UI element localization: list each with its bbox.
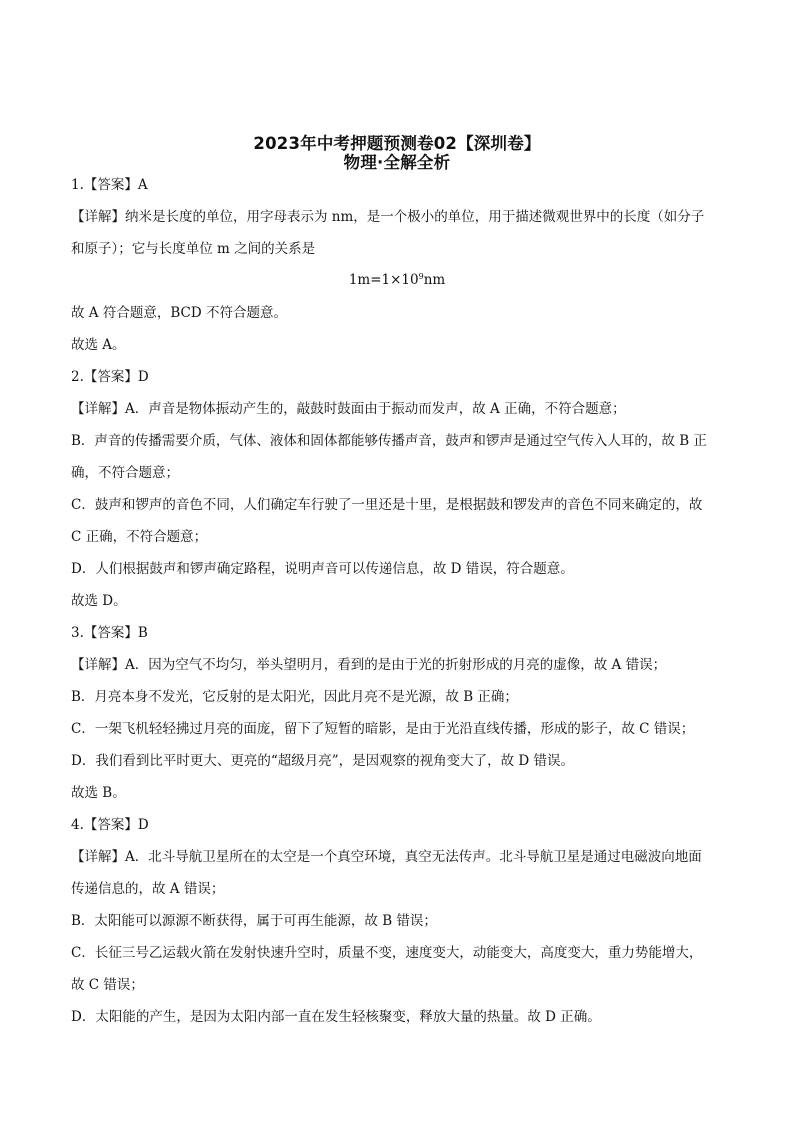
q3-answer: 3.【答案】B <box>71 625 148 641</box>
q4-answer: 4.【答案】D <box>71 817 149 833</box>
q1-detail-line-2: 和原子）；它与长度单位 m 之间的关系是 <box>71 241 316 257</box>
q1-detail-line-3: 故 A 符合题意，BCD 不符合题意。 <box>71 305 287 321</box>
q1-answer: 1.【答案】A <box>71 177 148 193</box>
q3-detail-line-4: D．我们看到比平时更大、更亮的“超级月亮”，是因观察的视角变大了，故 D 错误。 <box>71 753 575 769</box>
q2-detail-line-5: C 正确，不符合题意； <box>71 529 208 545</box>
q4-detail-line-1: 【详解】A．北斗导航卫星所在的太空是一个真空环境，真空无法传声。北斗导航卫星是通过电磁波向地面 <box>71 849 702 865</box>
q4-detail-line-6: D．太阳能的产生，是因为太阳内部一直在发生轻核聚变，释放大量的热量。故 D 正确。 <box>71 1009 601 1025</box>
q1-formula-unit: nm <box>423 272 446 288</box>
page-title: 2023年中考押题预测卷02【深圳卷】 <box>253 134 541 153</box>
q2-detail-line-3: 确，不符合题意； <box>71 465 179 481</box>
q1-conclusion: 故选 A。 <box>71 337 126 353</box>
q4-detail-line-5: 故 C 错误； <box>71 977 144 993</box>
q1-formula-base: 1m=1×10 <box>348 272 419 288</box>
q2-conclusion: 故选 D。 <box>71 593 127 609</box>
q1-detail-line-1: 【详解】纳米是长度的单位，用字母表示为 nm，是一个极小的单位，用于描述微观世界中的长度（如分子 <box>71 209 705 225</box>
q2-detail-line-6: D．人们根据鼓声和锣声确定路程，说明声音可以传递信息，故 D 错误，符合题意。 <box>71 561 574 577</box>
q3-conclusion: 故选 B。 <box>71 785 126 801</box>
q3-detail-line-2: B．月亮本身不发光，它反射的是太阳光，因此月亮不是光源，故 B 正确； <box>71 689 518 705</box>
q4-detail-line-4: C．长征三号乙运载火箭在发射快速升空时，质量不变，速度变大，动能变大，高度变大，重力势能增大， <box>71 945 703 961</box>
q1-formula-exponent: 9 <box>418 272 424 281</box>
q4-detail-line-3: B．太阳能可以源源不断获得，属于可再生能源，故 B 错误； <box>71 913 437 929</box>
q2-detail-line-2: B．声音的传播需要介质，气体、液体和固体都能够传播声音，鼓声和锣声是通过空气传入人耳的，故 B 正 <box>71 433 707 449</box>
q4-detail-line-2: 传递信息的，故 A 错误； <box>71 881 225 897</box>
page-subtitle: 物理·全解全析 <box>343 153 451 172</box>
q3-detail-line-3: C．一架飞机轻轻拂过月亮的面庞，留下了短暂的暗影，是由于光沿直线传播，形成的影子，故 C 错误； <box>71 721 695 737</box>
q1-formula <box>0 272 794 288</box>
q2-answer: 2.【答案】D <box>71 369 149 385</box>
q2-detail-line-4: C．鼓声和锣声的音色不同，人们确定车行驶了一里还是十里，是根据鼓和锣发声的音色不同来确定的，故 <box>71 497 703 513</box>
q3-detail-line-1: 【详解】A．因为空气不均匀，举头望明月，看到的是由于光的折射形成的月亮的虚像，故 A 错误； <box>71 657 667 673</box>
q2-detail-line-1: 【详解】A．声音是物体振动产生的，敲鼓时鼓面由于振动而发声，故 A 正确，不符合题意； <box>71 401 626 417</box>
